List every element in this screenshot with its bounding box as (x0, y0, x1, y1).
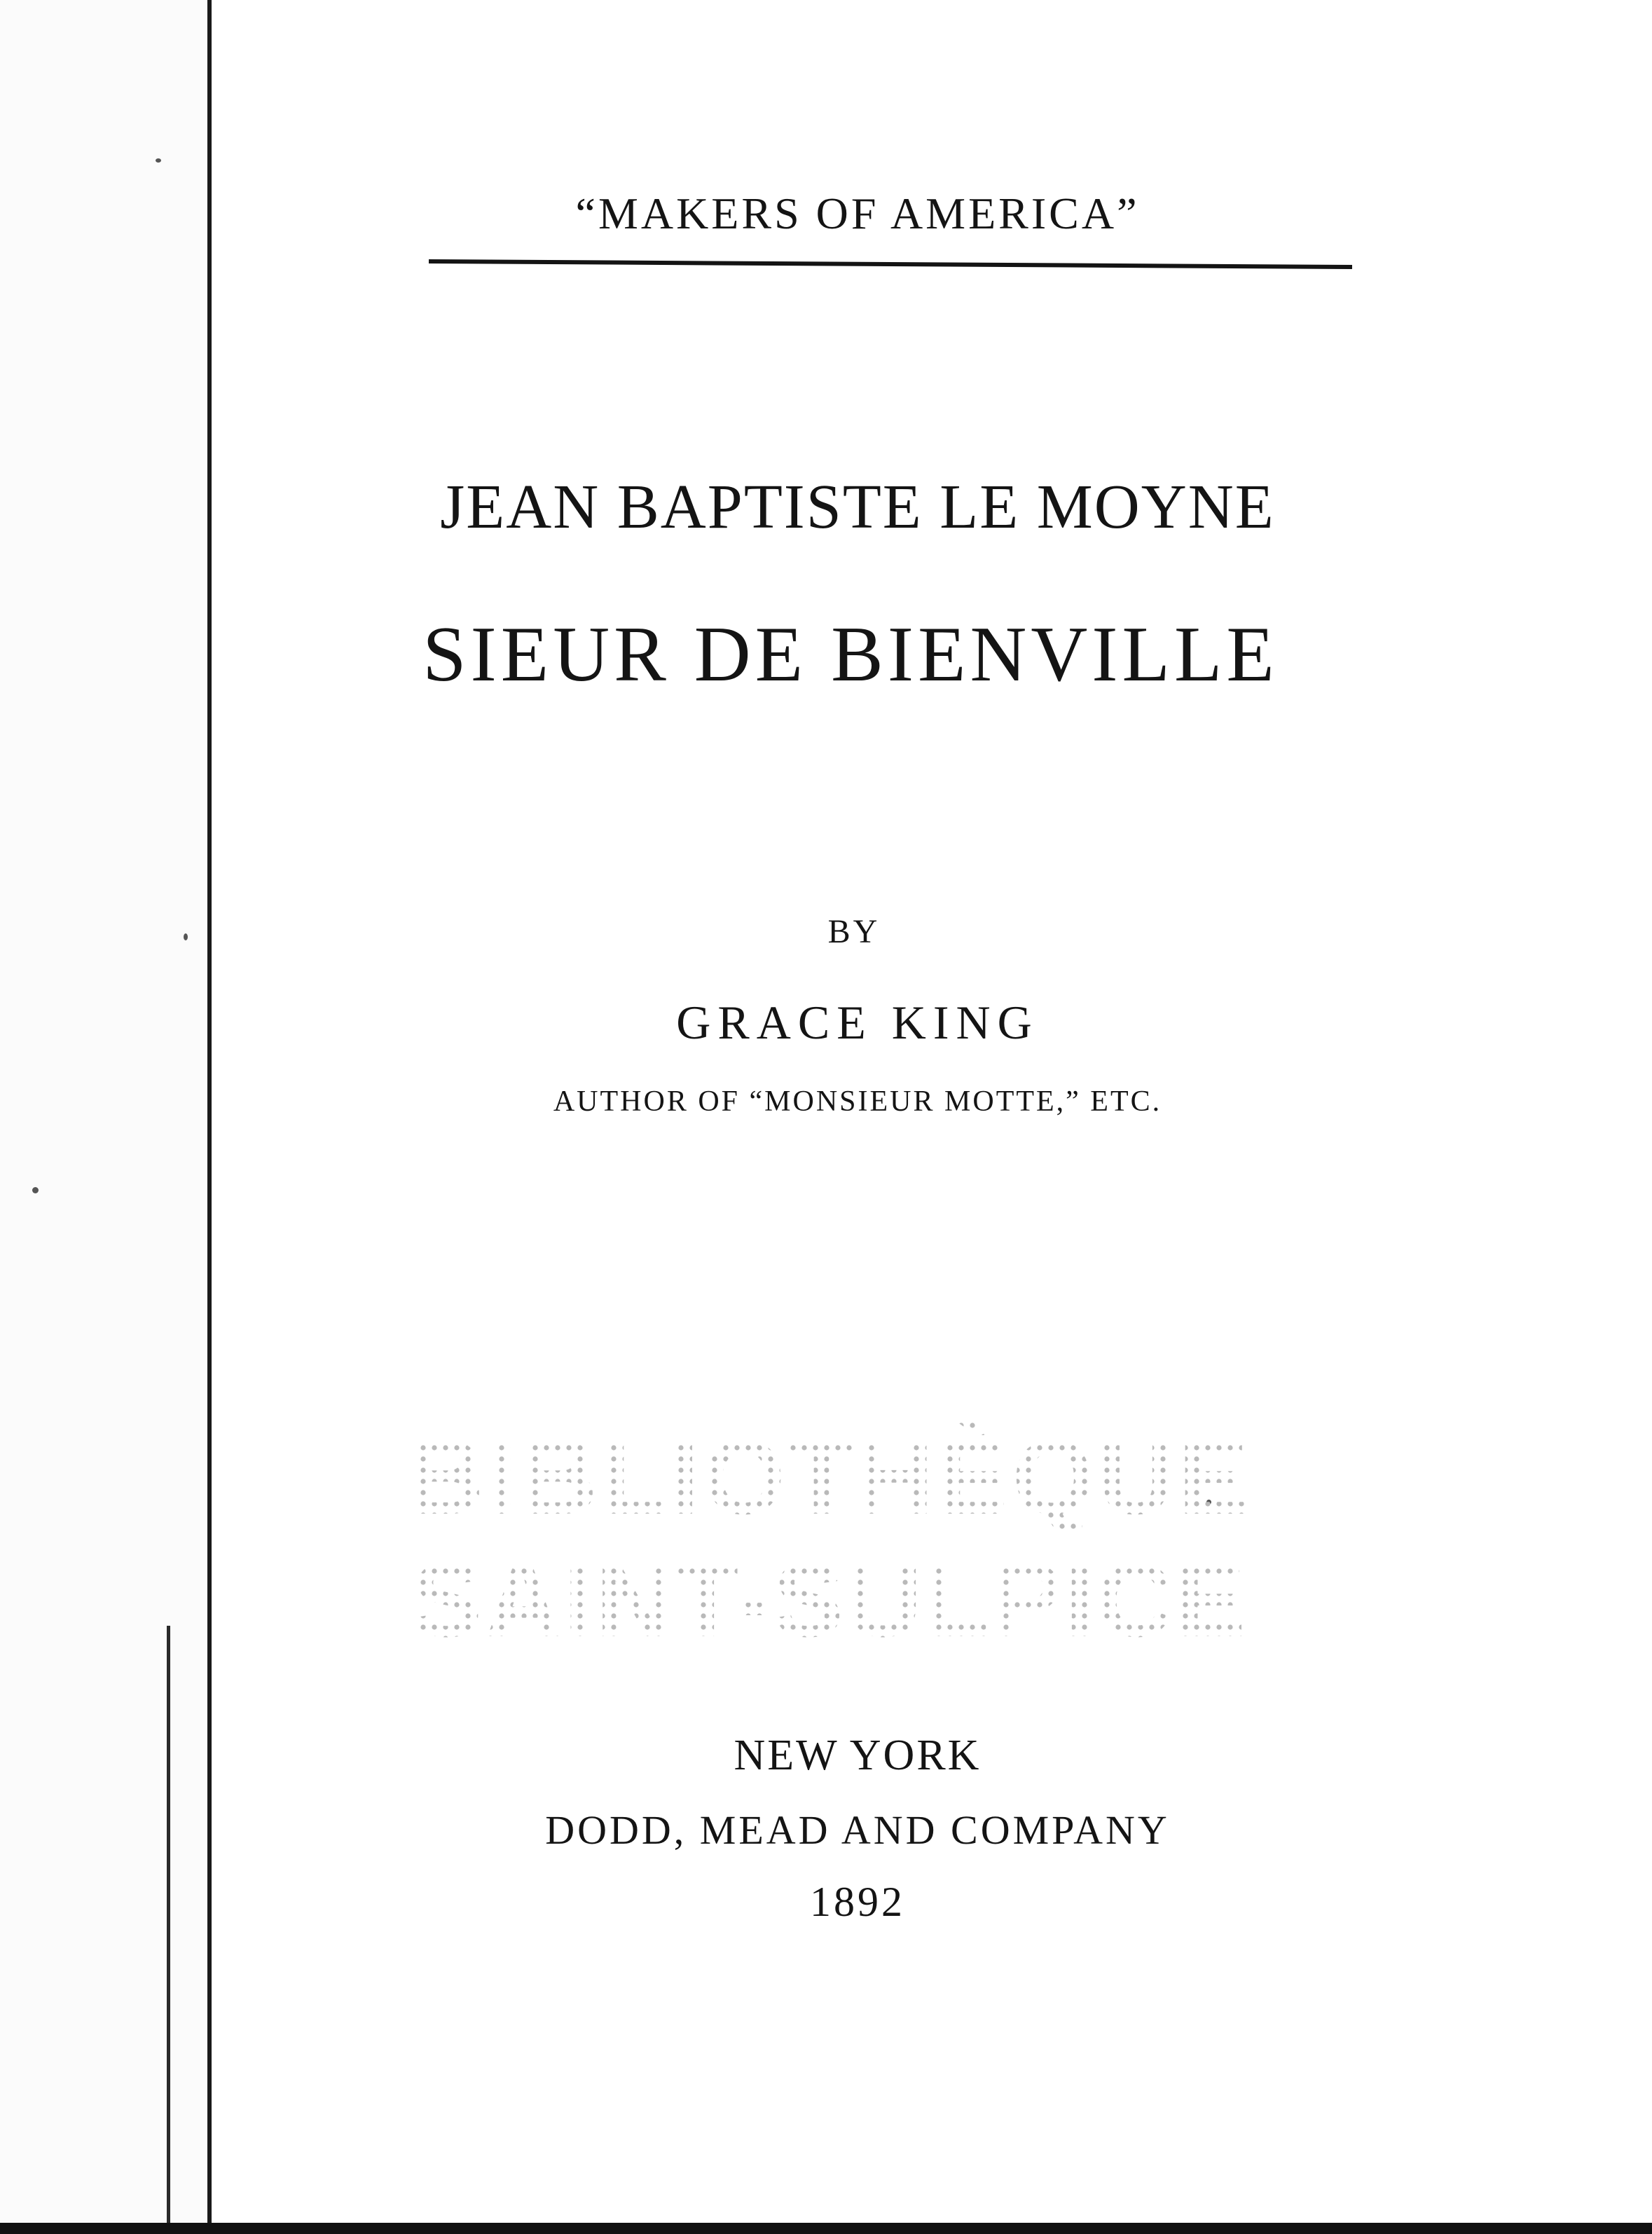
publisher-name: DODD, MEAD AND COMPANY (545, 1807, 1170, 1853)
stamp-line-2: SAINT-SULPICE (412, 1541, 1248, 1659)
bottom-page-edge (0, 2223, 1652, 2234)
ink-speck (156, 158, 161, 163)
publication-place: NEW YORK (734, 1732, 982, 1779)
library-perforation-stamp (408, 1409, 1253, 1661)
book-title-line-1: JEAN BAPTISTE LE MOYNE (440, 472, 1275, 542)
series-title: “MAKERS OF AMERICA” (575, 189, 1140, 238)
publication-year: 1892 (810, 1879, 905, 1925)
binding-edge-shadow (167, 1626, 170, 2234)
author-name: GRACE KING (676, 996, 1039, 1049)
ink-speck (32, 1187, 39, 1193)
horizontal-rule (429, 259, 1352, 269)
stamp-line-1: BIBLIOTHÈQUE (408, 1418, 1253, 1536)
author-credits: AUTHOR OF “MONSIEUR MOTTE,” ETC. (553, 1085, 1162, 1118)
by-label: BY (827, 913, 881, 950)
book-title-line-2: SIEUR DE BIENVILLE (422, 611, 1279, 698)
